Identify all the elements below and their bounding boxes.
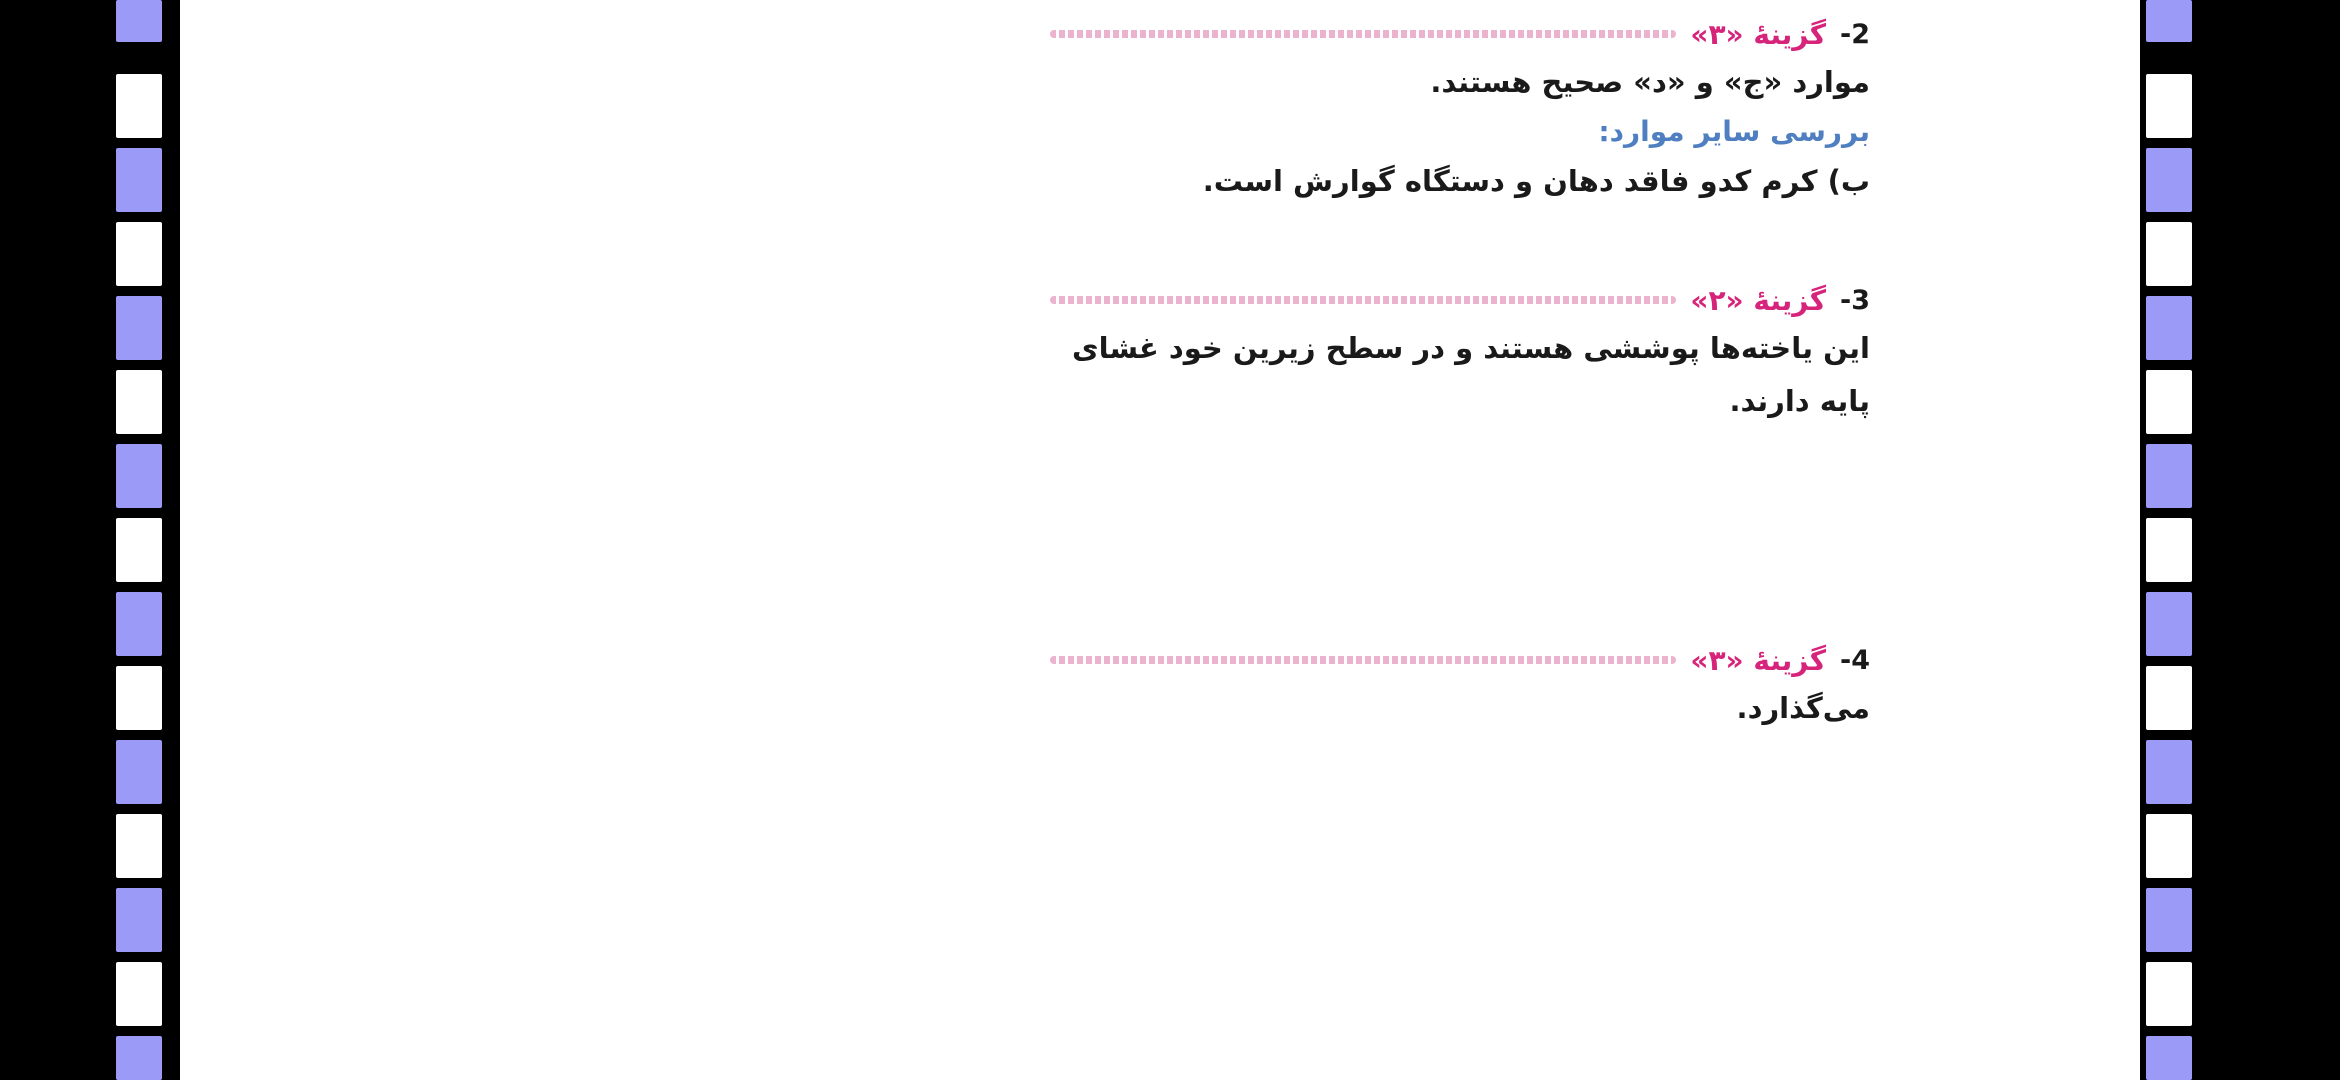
film-cell — [2146, 370, 2192, 434]
film-cell — [2146, 814, 2192, 878]
film-cell — [116, 0, 162, 42]
film-cell — [2146, 444, 2192, 508]
film-cell — [2146, 962, 2192, 1026]
film-cell — [116, 222, 162, 286]
film-cell — [116, 814, 162, 878]
answer-text: این یاخته‌ها پوششی هستند و در سطح زیرین خود غشای پایه دارند. — [1071, 331, 1870, 418]
film-cell — [2146, 740, 2192, 804]
right-film-strip — [2140, 0, 2198, 1080]
answer-text: ب) کرم کدو فاقد دهان و دستگاه گوارش است. — [1202, 164, 1870, 198]
film-cell — [116, 518, 162, 582]
wavy-divider — [1050, 296, 1676, 304]
film-cell — [116, 888, 162, 952]
question-answer-title: گزینهٔ «۳» — [1690, 17, 1826, 51]
question-3 — [1050, 278, 1870, 428]
film-cell — [2146, 296, 2192, 360]
film-cell — [116, 666, 162, 730]
left-film-strip — [110, 0, 168, 1080]
film-cell — [2146, 0, 2192, 42]
question-2 — [1050, 12, 1870, 208]
film-cell — [2146, 518, 2192, 582]
film-cell — [116, 592, 162, 656]
answer-text: موارد «ج» و «د» صحیح هستند. — [1430, 65, 1870, 99]
question-answer-title: گزینهٔ «۳» — [1690, 643, 1826, 677]
film-cell — [116, 740, 162, 804]
answer-content — [1050, 0, 1870, 735]
question-answer-title: گزینهٔ «۲» — [1690, 283, 1826, 317]
film-cell — [2146, 888, 2192, 952]
film-cell — [2146, 666, 2192, 730]
wavy-divider — [1050, 656, 1676, 664]
answer-text: می‌گذارد. — [1736, 691, 1870, 725]
question-header — [1050, 12, 1870, 56]
film-cell — [116, 148, 162, 212]
question-number: -3 — [1840, 284, 1870, 316]
film-cell — [116, 74, 162, 138]
question-header — [1050, 638, 1870, 682]
film-cell — [116, 1036, 162, 1080]
film-cell — [2146, 74, 2192, 138]
question-number: -2 — [1840, 18, 1870, 50]
film-cell — [116, 370, 162, 434]
question-4 — [1050, 638, 1870, 735]
film-cell — [2146, 222, 2192, 286]
question-header — [1050, 278, 1870, 322]
film-cell — [116, 296, 162, 360]
film-cell — [116, 444, 162, 508]
film-cell — [116, 962, 162, 1026]
film-cell — [2146, 592, 2192, 656]
question-number: -4 — [1840, 644, 1870, 676]
film-cell — [2146, 148, 2192, 212]
wavy-divider — [1050, 30, 1676, 38]
film-cell — [2146, 1036, 2192, 1080]
sub-heading: بررسی سایر موارد: — [1598, 115, 1870, 148]
